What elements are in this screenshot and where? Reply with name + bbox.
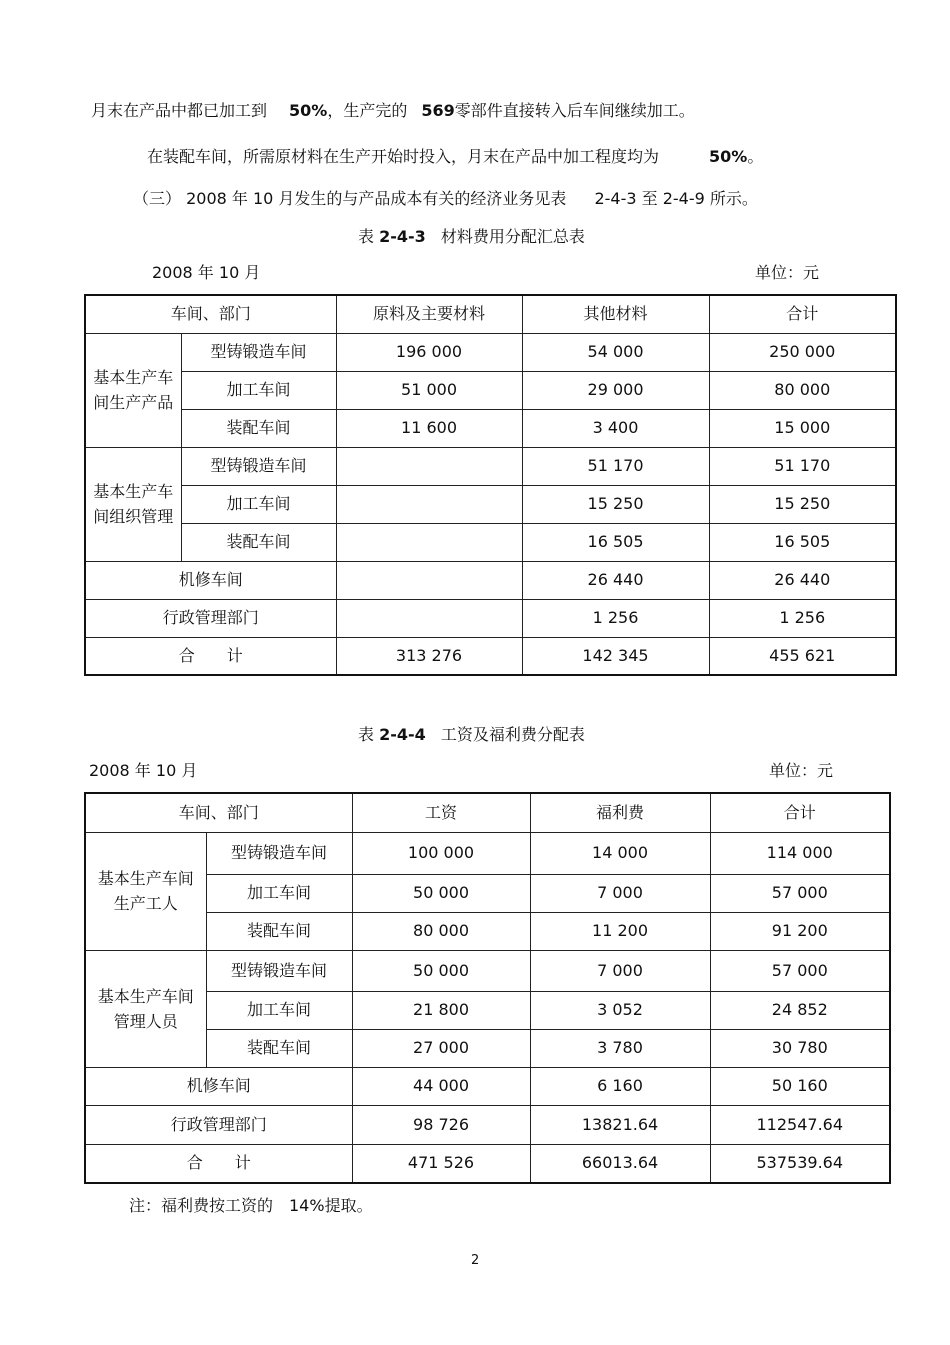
paragraph-2-percent: 50%	[709, 147, 748, 166]
table1-caption: 表 2-4-3 材料费用分配汇总表	[358, 227, 585, 246]
cell: 27 000	[352, 1029, 530, 1067]
header-total: 合计	[709, 295, 896, 333]
cell: 29 000	[522, 371, 709, 409]
cell: 21 800	[352, 991, 530, 1029]
paragraph-1-text-c: ，生产完的	[327, 101, 408, 120]
cell: 6 160	[530, 1067, 710, 1105]
table-row	[85, 1105, 890, 1144]
cell: 50 000	[352, 950, 530, 991]
cell: 50 160	[710, 1067, 890, 1105]
table2-note: 注：福利费按工资的 14%提取。	[129, 1196, 373, 1215]
table-row	[85, 333, 896, 371]
cell: 24 852	[710, 991, 890, 1029]
cell: 114 000	[710, 832, 890, 874]
table2-date: 2008 年 10 月	[89, 761, 198, 780]
paragraph-2-text-c: 。	[747, 147, 764, 166]
table2-caption-title: 工资及福利费分配表	[440, 725, 585, 744]
row-label: 加工车间	[206, 991, 352, 1029]
cell: 16 505	[709, 523, 896, 561]
table-row	[85, 409, 896, 447]
row-label: 机修车间	[85, 1067, 352, 1105]
cell: 100 000	[352, 832, 530, 874]
cell: 50 000	[352, 874, 530, 912]
table1-unit: 单位：元	[755, 263, 820, 282]
cell: 3 780	[530, 1029, 710, 1067]
row-group-label: 基本生产车间管理人员	[85, 950, 206, 1067]
row-label: 装配车间	[181, 523, 336, 561]
row-label: 机修车间	[85, 561, 336, 599]
paragraph-1	[91, 101, 695, 121]
cell: 15 250	[522, 485, 709, 523]
cell: 3 400	[522, 409, 709, 447]
cell: 98 726	[352, 1105, 530, 1144]
header-col2: 其他材料	[522, 295, 709, 333]
table1-caption-title: 材料费用分配汇总表	[440, 227, 585, 246]
cell: 51 170	[522, 447, 709, 485]
row-label: 型铸锻造车间	[206, 950, 352, 991]
cell: 26 440	[709, 561, 896, 599]
table-row	[85, 950, 890, 991]
cell: 196 000	[336, 333, 522, 371]
cell: 455 621	[709, 637, 896, 675]
table-row	[85, 1029, 890, 1067]
row-group-label: 基本生产车间生产工人	[85, 832, 206, 950]
table2-caption: 表 2-4-4 工资及福利费分配表	[358, 725, 585, 744]
cell: 7 000	[530, 950, 710, 991]
cell: 26 440	[522, 561, 709, 599]
paragraph-1-number: 569	[421, 101, 455, 120]
row-label: 加工车间	[181, 371, 336, 409]
table2-unit: 单位：元	[769, 761, 834, 780]
cell: 313 276	[336, 637, 522, 675]
cell: 44 000	[352, 1067, 530, 1105]
row-label: 行政管理部门	[85, 599, 336, 637]
paragraph-3	[133, 189, 758, 209]
table-row	[85, 371, 896, 409]
cell: 54 000	[522, 333, 709, 371]
cell	[336, 561, 522, 599]
table-row	[85, 1067, 890, 1105]
cell: 57 000	[710, 874, 890, 912]
row-label: 型铸锻造车间	[181, 333, 336, 371]
cell: 250 000	[709, 333, 896, 371]
cell: 11 600	[336, 409, 522, 447]
table-row	[85, 832, 890, 874]
cell: 112547.64	[710, 1105, 890, 1144]
paragraph-3-text-b: 2-4-3 至 2-4-9 所示。	[594, 189, 758, 208]
table-total-row	[85, 637, 896, 675]
cell: 57 000	[710, 950, 890, 991]
header-total: 合计	[710, 793, 890, 832]
table-header-row	[85, 295, 896, 333]
row-label: 装配车间	[181, 409, 336, 447]
cell: 537539.64	[710, 1144, 890, 1183]
cell	[336, 485, 522, 523]
paragraph-2	[147, 147, 763, 167]
cell: 1 256	[709, 599, 896, 637]
header-col2: 福利费	[530, 793, 710, 832]
row-label: 型铸锻造车间	[206, 832, 352, 874]
page-number: 2	[471, 1253, 480, 1268]
row-label: 合 计	[85, 637, 336, 675]
paragraph-1-percent: 50%	[289, 101, 328, 120]
cell: 80 000	[709, 371, 896, 409]
row-label: 加工车间	[181, 485, 336, 523]
row-label: 行政管理部门	[85, 1105, 352, 1144]
table-row	[85, 485, 896, 523]
cell: 14 000	[530, 832, 710, 874]
cell: 51 000	[336, 371, 522, 409]
paragraph-1-text-e: 零部件直接转入后车间继续加工。	[454, 101, 695, 120]
cell: 15 250	[709, 485, 896, 523]
paragraph-3-text-a: （三） 2008 年 10 月发生的与产品成本有关的经济业务见表	[133, 189, 567, 208]
table1-caption-number: 2-4-3	[379, 227, 426, 246]
table-row	[85, 523, 896, 561]
cell	[336, 523, 522, 561]
cell: 13821.64	[530, 1105, 710, 1144]
table-row	[85, 991, 890, 1029]
row-group-label: 基本生产车间生产产品	[85, 333, 181, 447]
wage-welfare-table	[84, 792, 891, 1184]
cell: 30 780	[710, 1029, 890, 1067]
table-row	[85, 447, 896, 485]
cell: 80 000	[352, 912, 530, 950]
table-row	[85, 912, 890, 950]
material-cost-table	[84, 294, 897, 676]
row-label: 合 计	[85, 1144, 352, 1183]
cell	[336, 447, 522, 485]
table-row	[85, 561, 896, 599]
cell: 15 000	[709, 409, 896, 447]
table-row	[85, 599, 896, 637]
cell: 11 200	[530, 912, 710, 950]
cell: 16 505	[522, 523, 709, 561]
table-total-row	[85, 1144, 890, 1183]
header-col1: 工资	[352, 793, 530, 832]
header-dept: 车间、部门	[85, 793, 352, 832]
row-label: 装配车间	[206, 912, 352, 950]
paragraph-1-text-a: 月末在产品中都已加工到	[91, 101, 268, 120]
cell	[336, 599, 522, 637]
table-row	[85, 874, 890, 912]
cell: 66013.64	[530, 1144, 710, 1183]
cell: 1 256	[522, 599, 709, 637]
table2-caption-number: 2-4-4	[379, 725, 426, 744]
paragraph-2-text-a: 在装配车间，所需原材料在生产开始时投入，月末在产品中加工程度均为	[147, 147, 660, 166]
row-label: 型铸锻造车间	[181, 447, 336, 485]
table1-date: 2008 年 10 月	[152, 263, 261, 282]
cell: 91 200	[710, 912, 890, 950]
header-col1: 原料及主要材料	[336, 295, 522, 333]
cell: 3 052	[530, 991, 710, 1029]
cell: 7 000	[530, 874, 710, 912]
row-label: 装配车间	[206, 1029, 352, 1067]
cell: 142 345	[522, 637, 709, 675]
table-header-row	[85, 793, 890, 832]
cell: 471 526	[352, 1144, 530, 1183]
header-dept: 车间、部门	[85, 295, 336, 333]
cell: 51 170	[709, 447, 896, 485]
row-label: 加工车间	[206, 874, 352, 912]
row-group-label: 基本生产车间组织管理	[85, 447, 181, 561]
